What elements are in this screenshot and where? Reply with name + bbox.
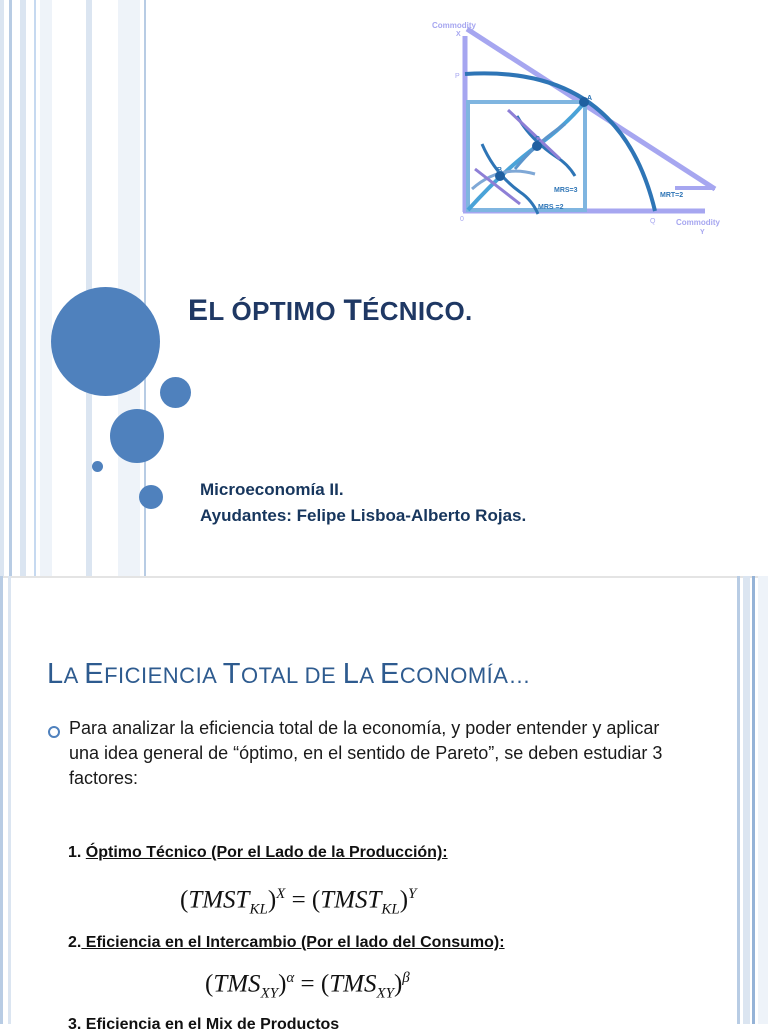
decor-stripe bbox=[20, 0, 26, 576]
y-axis-label: Commodity bbox=[432, 21, 476, 30]
title-text: A bbox=[63, 663, 85, 688]
formula-base: TMS bbox=[213, 970, 261, 998]
title-text: A bbox=[359, 663, 380, 688]
decor-circle-large bbox=[51, 287, 160, 396]
decor-circle-small bbox=[139, 485, 163, 509]
decor-stripe bbox=[8, 576, 11, 1024]
point-q-label: Q bbox=[650, 218, 656, 225]
title-cap: T bbox=[222, 658, 241, 690]
assistants-line: Ayudantes: Felipe Lisboa-Alberto Rojas. bbox=[200, 506, 527, 525]
formula-tmst: $(TMST_{KL})^X$ = $(TMST_{KL})^Y$ bbox=[180, 886, 417, 918]
decor-stripe bbox=[0, 576, 3, 1024]
title-text: ÉCNICO. bbox=[362, 296, 473, 326]
title-cap: E bbox=[188, 294, 209, 327]
decor-circle-tiny bbox=[92, 461, 103, 472]
formula-sub: KL bbox=[249, 901, 268, 918]
decor-circle-small bbox=[160, 377, 191, 408]
decor-stripe bbox=[752, 576, 755, 1024]
mrs2-label: MRS =2 bbox=[538, 204, 564, 211]
x-axis-var: Y bbox=[700, 229, 705, 236]
formula-sup: β bbox=[402, 970, 410, 986]
decor-circle-medium bbox=[110, 409, 164, 463]
title-text: L ÓPTIMO bbox=[208, 296, 344, 326]
x-axis-label: Commodity bbox=[676, 218, 720, 227]
formula-sub: XY bbox=[260, 985, 279, 1002]
title-text: CONOMÍA… bbox=[399, 663, 531, 688]
decor-stripe bbox=[743, 576, 750, 1024]
formula-base: TMST bbox=[188, 886, 250, 914]
title-cap: E bbox=[84, 658, 105, 690]
point-a-label: A bbox=[587, 95, 593, 102]
item-heading: Eficiencia en el Intercambio (Por el lado del Consumo): bbox=[81, 934, 505, 951]
item-number: 2. bbox=[68, 934, 82, 951]
formula-sup: X bbox=[276, 886, 286, 902]
content-slide bbox=[0, 576, 768, 1033]
title-text: OTAL DE bbox=[240, 663, 343, 688]
decor-stripe bbox=[0, 0, 4, 576]
formula-tms: $(TMS_{XY})^\alpha = (TMS_{XY})^\beta$ bbox=[205, 970, 410, 1002]
course-name: Microeconomía II. bbox=[200, 480, 344, 499]
edgeworth-production-diagram bbox=[420, 14, 740, 239]
mrt2-label: MRT=2 bbox=[660, 192, 684, 199]
decor-stripe bbox=[737, 576, 740, 1024]
decor-stripe bbox=[9, 0, 12, 576]
list-item-1 bbox=[68, 844, 448, 862]
title-cap: T bbox=[343, 294, 363, 327]
slide-divider bbox=[0, 576, 768, 578]
decor-stripe bbox=[118, 0, 140, 576]
formula-base: TMST bbox=[320, 886, 382, 914]
list-item-2 bbox=[68, 934, 505, 952]
title-cap: L bbox=[47, 658, 64, 690]
title-cap: L bbox=[342, 658, 360, 690]
point-p-label: P bbox=[455, 73, 460, 80]
point-b-label: B bbox=[497, 167, 503, 174]
formula-sub: KL bbox=[381, 901, 400, 918]
formula-sup: Y bbox=[408, 886, 417, 902]
title-text: FICIENCIA bbox=[104, 663, 223, 688]
bullet-text: Para analizar la eficiencia total de la economía, y poder entender y aplicar una idea general de “óptimo, en el sentido de Pareto”, se deben estudiar 3 factores: bbox=[69, 718, 663, 788]
list-item-3: 3. Eficiencia en el Mix de Productos bbox=[68, 1016, 340, 1033]
item-heading: Óptimo Técnico (Por el Lado de la Producción): bbox=[85, 844, 448, 861]
formula-sup: α bbox=[286, 970, 295, 986]
mrt-tangent-line bbox=[467, 29, 715, 189]
decor-stripe bbox=[40, 0, 52, 576]
decor-stripe bbox=[34, 0, 36, 576]
slide-title bbox=[188, 294, 473, 328]
mrs3-label: MRS=3 bbox=[554, 187, 578, 194]
point-c-label: C bbox=[535, 136, 541, 143]
y-axis-var: X bbox=[456, 31, 461, 38]
item-number: 1. bbox=[68, 844, 86, 861]
bullet-marker bbox=[48, 726, 60, 738]
title-cap: E bbox=[379, 658, 400, 690]
origin-label: 0 bbox=[460, 216, 464, 223]
formula-base: TMS bbox=[329, 970, 377, 998]
formula-sub: XY bbox=[376, 985, 394, 1002]
slide-title bbox=[47, 658, 531, 691]
decor-stripe bbox=[758, 576, 768, 1024]
